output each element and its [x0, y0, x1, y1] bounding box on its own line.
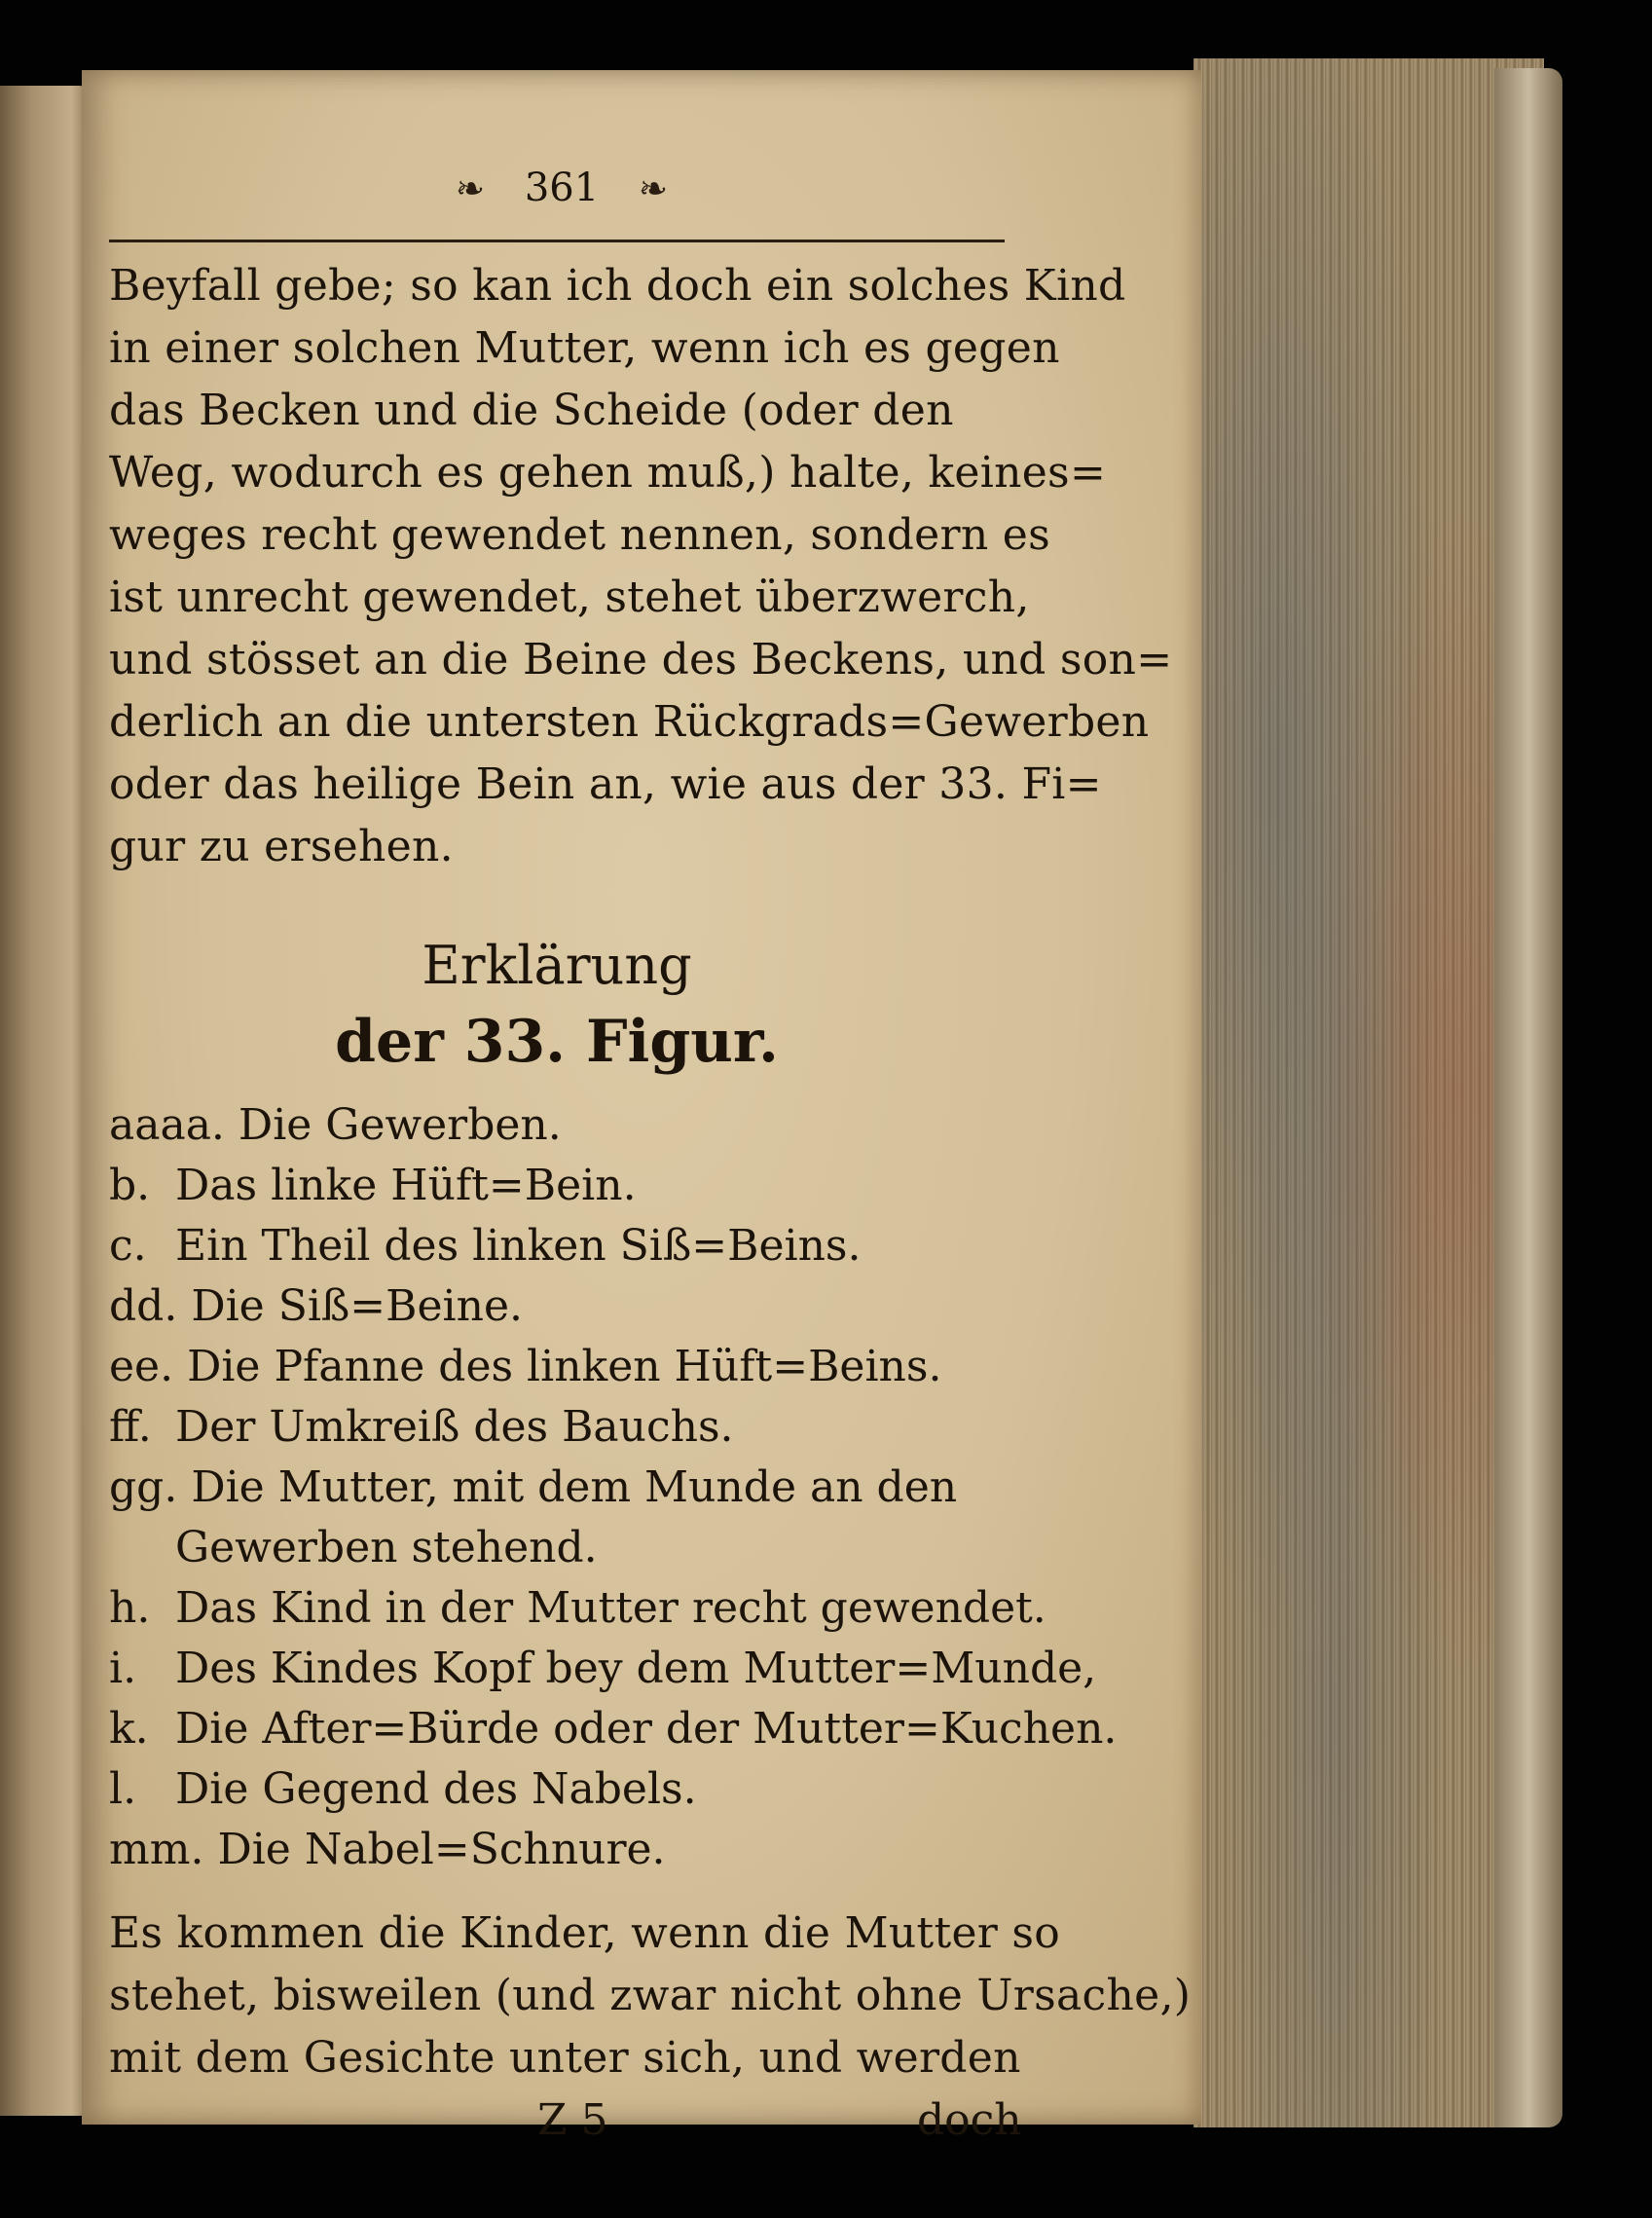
legend-key: i.	[109, 1644, 137, 1693]
legend-text: Die Siß=Beine.	[191, 1281, 523, 1331]
paragraph-line: stehet, bisweilen (und zwar nicht ohne Ursache,)	[109, 1971, 1192, 2020]
legend-text: Die Gewerben.	[238, 1100, 562, 1150]
paragraph-line: mit dem Gesichte unter sich, und werden	[109, 2033, 1021, 2083]
legend-entry	[109, 1825, 1024, 1874]
paragraph-line: oder das heilige Bein an, wie aus der 33. Fi=	[109, 759, 1102, 809]
ornament-right-icon: ❧	[638, 169, 669, 209]
legend-text: Das linke Hüft=Bein.	[175, 1161, 637, 1210]
legend-entry	[109, 1342, 1024, 1391]
legend-text: Die Nabel=Schnure.	[217, 1825, 666, 1874]
header-rule	[109, 240, 1005, 242]
legend-entry	[109, 1462, 1024, 1512]
legend-text: Die After=Bürde oder der Mutter=Kuchen.	[175, 1704, 1118, 1754]
legend-key: k.	[109, 1704, 149, 1754]
legend-entry	[109, 1221, 1024, 1271]
legend-key: ff.	[109, 1402, 152, 1452]
paragraph-line: ist unrecht gewendet, stehet überzwerch,	[109, 573, 1030, 622]
legend-text: Des Kindes Kopf bey dem Mutter=Munde,	[175, 1644, 1097, 1693]
section-subheading: der 33. Figur.	[335, 1008, 779, 1076]
paragraph-line: derlich an die untersten Rückgrads=Gewerben	[109, 697, 1150, 747]
legend-entry	[109, 1583, 1046, 1633]
book-cover-edge	[1494, 68, 1562, 2127]
legend-key: ee.	[109, 1342, 174, 1391]
paragraph-line: Beyfall gebe; so kan ich doch ein solches Kind	[109, 261, 1126, 311]
legend-entry	[109, 1100, 1024, 1150]
legend-key: mm.	[109, 1825, 204, 1874]
legend-entry	[109, 1644, 1097, 1693]
legend-entry	[109, 1704, 1118, 1754]
section-heading: Erklärung	[422, 935, 692, 996]
book-page	[82, 70, 1201, 2125]
legend-text: Die Mutter, mit dem Munde an den	[191, 1462, 958, 1512]
legend-text: Der Umkreiß des Bauchs.	[175, 1402, 734, 1452]
legend-text: Die Pfanne des linken Hüft=Beins.	[187, 1342, 942, 1391]
legend-entry	[109, 1161, 1024, 1210]
left-page-edge	[0, 86, 90, 2116]
legend-key: l.	[109, 1764, 137, 1814]
paragraph-line: und stösset an die Beine des Beckens, und son=	[109, 635, 1173, 684]
legend-text: Die Gegend des Nabels.	[175, 1764, 697, 1814]
paragraph-line: das Becken und die Scheide (oder den	[109, 386, 954, 435]
legend-key: aaaa.	[109, 1100, 225, 1150]
legend-key: b.	[109, 1161, 151, 1210]
legend-key: gg.	[109, 1462, 178, 1512]
paragraph-line: in einer solchen Mutter, wenn ich es gegen	[109, 323, 1060, 373]
paragraph-line: gur zu ersehen.	[109, 822, 454, 871]
legend-entry	[109, 1523, 1024, 1572]
signature-mark: Z 5	[537, 2095, 608, 2145]
legend-key: c.	[109, 1221, 147, 1271]
legend-text: Ein Theil des linken Siß=Beins.	[175, 1221, 862, 1271]
legend-key: h.	[109, 1583, 151, 1633]
paragraph-line: weges recht gewendet nennen, sondern es	[109, 510, 1051, 560]
legend-entry	[109, 1764, 1024, 1814]
page-number: 361	[524, 166, 600, 210]
catchword: doch	[917, 2095, 1022, 2145]
paragraph-line: Es kommen die Kinder, wenn die Mutter so	[109, 1908, 1061, 1958]
running-header	[109, 166, 1014, 210]
legend-entry	[109, 1402, 1024, 1452]
paragraph-line: Weg, wodurch es gehen muß,) halte, keines=	[109, 448, 1107, 498]
legend-key: dd.	[109, 1281, 178, 1331]
page-edge-staining	[1193, 58, 1544, 2127]
legend-entry	[109, 1281, 1024, 1331]
ornament-left-icon: ❧	[455, 169, 486, 209]
legend-text: Gewerben stehend.	[175, 1523, 598, 1572]
legend-text: Das Kind in der Mutter recht gewendet.	[175, 1583, 1046, 1633]
